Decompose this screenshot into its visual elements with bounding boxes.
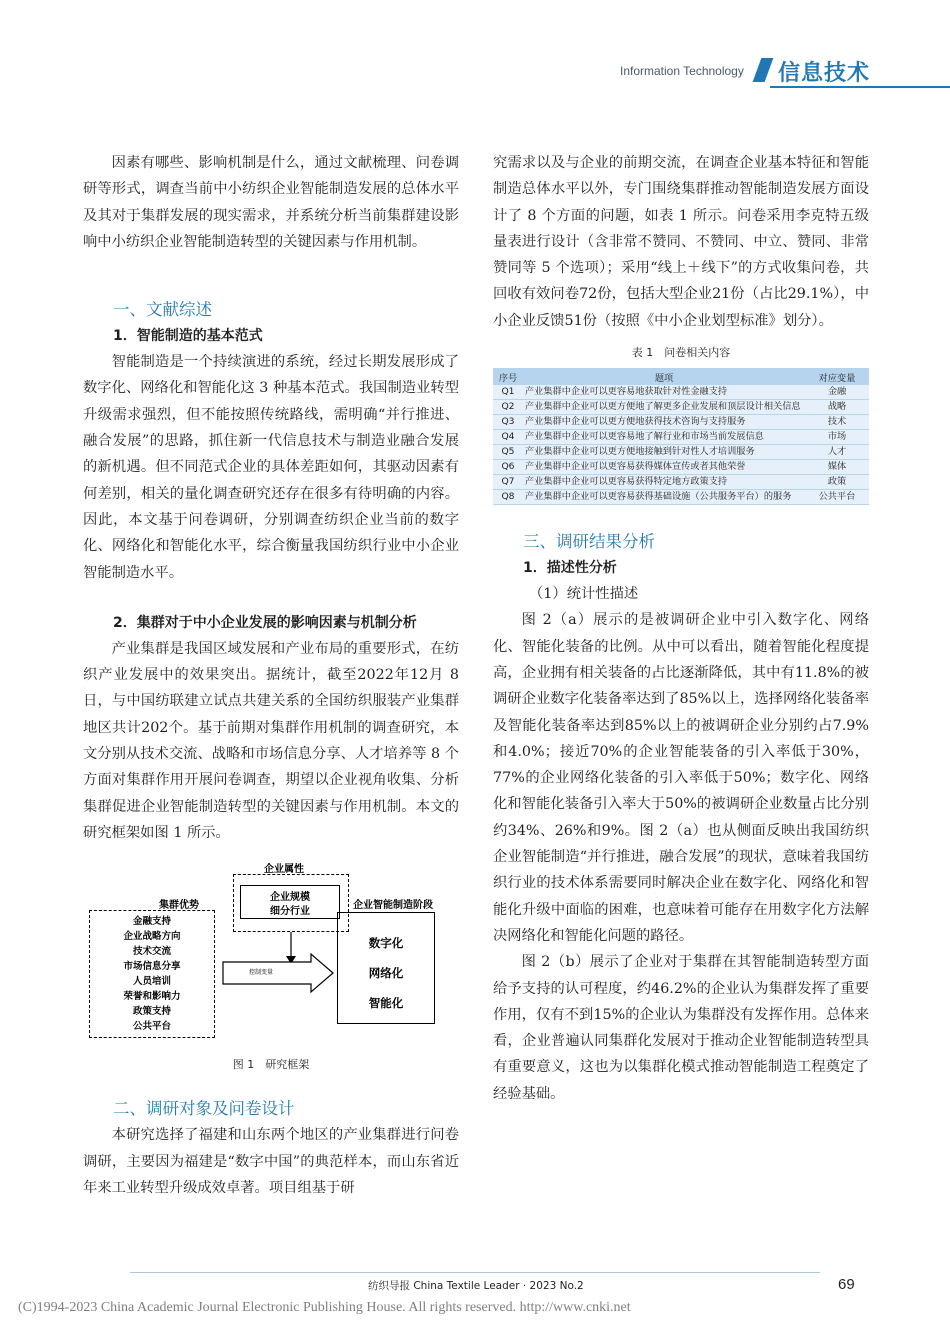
figure-cluster-item: 荣誉和影响力 [123,991,181,1003]
figure-attr-item: 细分行业 [270,906,310,918]
footer-copyright: (C)1994-2023 China Academic Journal Electronic Publishing House. All rights reserved. http://www.cnki.net [18,1300,631,1315]
figure-cluster-label: 集群优势 [159,900,199,912]
header-rule [770,86,950,88]
section-2-body: 本研究选择了福建和山东两个地区的产业集群进行问卷调研，主要因为福建是“数字中国”的典范样本，而山东省近年来工业转型升级成效卓著。项目组基于研 [83,1127,459,1196]
figure-right-arrow [223,954,333,992]
figure-cluster-item: 市场信息分享 [123,961,181,973]
figure-cluster-item: 政策支持 [132,1006,171,1018]
footer-page-number: 69 [838,1276,855,1293]
table-cell-item: 产业集群中企业可以更容易地了解行业和市场当前发展信息 [523,430,805,445]
table-cell-item: 产业集群中企业可以更方便地接触到针对性人才培训服务 [523,445,805,460]
figure-1-caption: 图 1 研究框架 [232,1058,310,1072]
figure-arrow-label: 控制变量 [249,969,274,977]
section-3-paragraph-2: 图 2（b）展示了企业对于集群在其智能制造转型方面给予支持的认可程度，约46.2%的企业认为集群发挥了重要作用，仅有不到15%的企业认为集群没有发挥作用。总体来看，企业普遍认同集群化发展对于推动企业智能制造转型具有重要意义，这也为以集群化模式推动智能制造工程奠定了经验基础。 [493,954,869,1102]
figure-attr-label: 企业属性 [264,864,304,876]
section-1-1-title: 1．智能制造的基本范式 [113,328,263,345]
figure-stage-item: 智能化 [368,996,404,1011]
table-cell-variable: 媒体 [805,460,869,475]
table-header-row [493,368,869,385]
table-header-cell: 对应变量 [805,368,869,385]
table-cell-item: 产业集群中企业可以更容易地获取针对性金融支持 [523,385,805,400]
table-row [493,400,869,415]
table-cell-variable: 技术 [805,415,869,430]
header-chinese-title: 信息技术 [778,61,871,86]
section-1-2-body: 产业集群是我国区域发展和产业布局的重要形式，在纺织产业发展中的效果突出。据统计，截至2022年12月 8 日，与中国纺联建立试点共建关系的全国纺织服装产业集群地区共计202个。基于前期对集群作用机制的调查研究，本文分别从技术交流、战略和市场信息分享、人才培养等 8 个方面对集群作用开展问卷调查，期望以企业视角收集、分析集群促进企业智能制造转型的关键因素与作用机制。本文的研究框架如图 1 所示。 [83,640,459,841]
table-cell-id: Q5 [493,445,523,460]
table-cell-id: Q2 [493,400,523,415]
table-cell-item: 产业集群中企业可以更方便地了解更多企业发展和顶层设计相关信息 [523,400,805,415]
table-cell-variable: 政策 [805,475,869,490]
table-cell-id: Q7 [493,475,523,490]
table-cell-item: 产业集群中企业可以更容易获得基础设施（公共服务平台）的服务 [523,490,805,505]
table-cell-variable: 市场 [805,430,869,445]
table-row [493,475,869,490]
table-cell-id: Q8 [493,490,523,505]
table-cell-id: Q4 [493,430,523,445]
figure-1-framework [83,860,459,1050]
table-cell-variable: 人才 [805,445,869,460]
section-3-1-title: 1．描述性分析 [523,560,617,577]
table-cell-variable: 金融 [805,385,869,400]
table-row [493,430,869,445]
section-2-continuation: 究需求以及与企业的前期交流，在调查企业基本特征和智能制造总体水平以外，专门围绕集群推动智能制造发展方面设计了 8 个方面的问题，如表 1 所示。问卷采用李克特五级量表进行设计（含非常不赞同、不赞同、中立、赞同、非常赞同等 5 个选项）；采用“线上＋线下”的方式收集问卷，共回收有效问卷72份，包括大型企业21份（占比29.1%），中小企业反馈51份（按照《中小企业划型标准》划分）。 [493,155,869,329]
footer-rule [130,1272,820,1273]
header-slash-mark [753,58,774,82]
left-column [83,150,459,1201]
figure-cluster-item: 公共平台 [132,1021,171,1033]
section-3-1-1-title: （1）统计性描述 [529,586,639,603]
header-english-title: Information Technology [620,64,744,78]
section-2-title: 二、调研对象及问卷设计 [113,1099,295,1119]
table-cell-id: Q1 [493,385,523,400]
figure-stage-label: 企业智能制造阶段 [353,900,433,912]
table-cell-variable: 公共平台 [805,490,869,505]
table-row [493,385,869,400]
table-cell-item: 产业集群中企业可以更容易获得媒体宣传或者其他荣誉 [523,460,805,475]
table-cell-id: Q3 [493,415,523,430]
section-3-title: 三、调研结果分析 [523,532,655,552]
page-header [0,0,950,100]
table-cell-id: Q6 [493,460,523,475]
table-header-cell: 序号 [493,368,523,385]
figure-stage-item: 网络化 [368,966,404,981]
section-1-2-title: 2．集群对于中小企业发展的影响因素与机制分析 [113,614,417,631]
page-footer [0,1270,950,1344]
figure-cluster-item: 企业战略方向 [123,931,181,943]
table-row [493,460,869,475]
table-row [493,415,869,430]
figure-attr-item: 企业规模 [270,892,310,904]
figure-cluster-item: 技术交流 [132,946,171,958]
table-cell-item: 产业集群中企业可以更方便地获得技术咨询与支持服务 [523,415,805,430]
right-column [493,150,869,1107]
table-1-caption: 表 1 问卷相关内容 [631,346,731,360]
section-1-1-body: 智能制造是一个持续演进的系统，经过长期发展形成了数字化、网络化和智能化这 3 种基本范式。我国制造业转型升级需求强烈，但不能按照传统路线，需明确“并行推进、融合发展”的思路，抓住新一代信息技术与制造业融合发展的新机遇。但不同范式企业的具体差距如何，其驱动因素有何差别，相关的量化调查研究还存在很多有待明确的内容。因此，本文基于问卷调研，分别调查纺织企业当前的数字化、网络化和智能化水平，综合衡量我国纺织行业中小企业智能制造水平。 [83,354,459,581]
figure-cluster-item: 金融支持 [132,916,171,928]
table-row [493,445,869,460]
intro-paragraph: 因素有哪些、影响机制是什么，通过文献梳理、问卷调研等形式，调查当前中小纺织企业智能制造发展的总体水平及其对于集群发展的现实需求，并系统分析当前集群建设影响中小纺织企业智能制造转型的关键因素与作用机制。 [83,155,459,250]
figure-stage-item: 数字化 [368,936,404,951]
table-header-cell: 题项 [523,368,805,385]
table-1 [493,368,869,505]
table-row [493,490,869,505]
figure-stage-box [337,912,435,1024]
table-cell-item: 产业集群中企业可以更容易获得特定地方政策支持 [523,475,805,490]
section-1-title: 一、文献综述 [113,300,212,320]
figure-cluster-item: 人员培训 [132,976,171,988]
section-3-paragraph-1: 图 2（a）展示的是被调研企业中引入数字化、网络化、智能化装备的比例。从中可以看出，随着智能化程度提高，企业拥有相关装备的占比逐渐降低，其中有11.8%的被调研企业数字化装备率达到了85%以上，选择网络化装备率及智能化装备率达到85%以上的被调研企业分别约占7.9%和4.0%；接近70%的企业智能装备的引入率低于30%，77%的企业网络化装备的引入率低于50%；数字化、网络化和智能化装备引入率大于50%的被调研企业数量占比分别约34%、26%和9%。图 2（a）也从侧面反映出我国纺织企业智能制造“并行推进，融合发展”的现状，意味着我国纺织行业的技术体系需要同时解决企业在数字化、网络化和智能化升级中面临的困难，也意味着可能存在用数字化方法解决网络化和智能化问题的路径。 [493,612,869,944]
footer-journal: 纺织导报 China Textile Leader · 2023 No.2 [368,1280,584,1292]
table-cell-variable: 战略 [805,400,869,415]
